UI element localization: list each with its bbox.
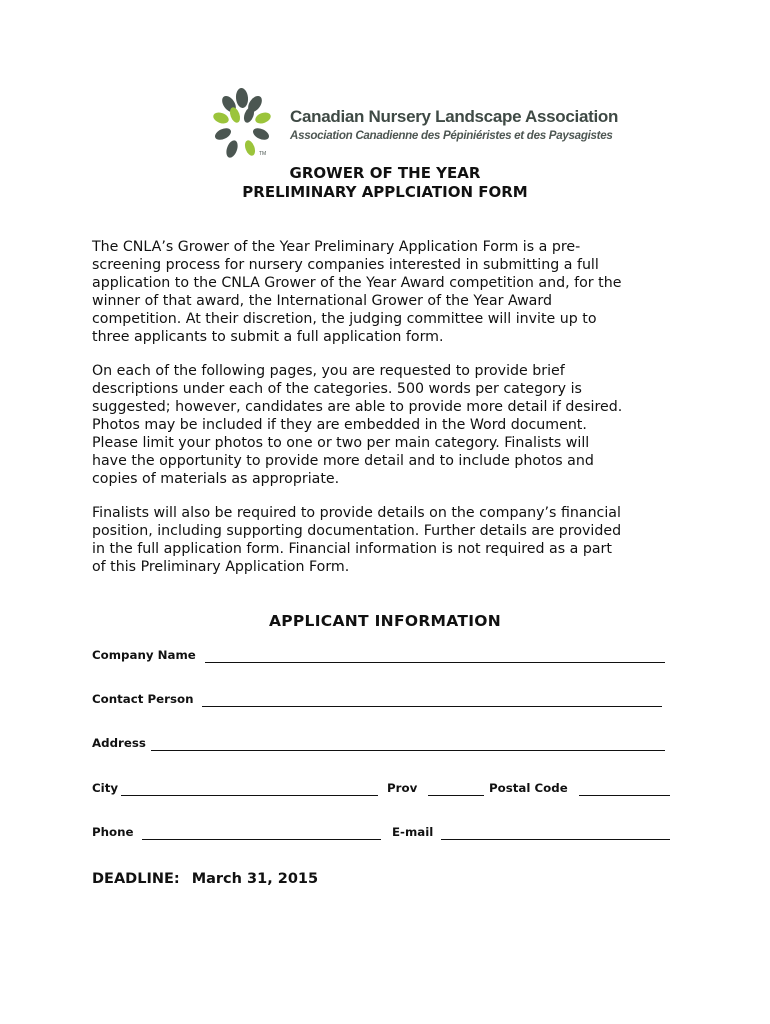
city-field[interactable] bbox=[121, 795, 378, 796]
city-prov-postal-row bbox=[92, 781, 677, 799]
contact-person-row bbox=[92, 692, 672, 710]
paragraph-line: in the full application form. Financial information is not required as a part bbox=[92, 541, 612, 557]
address-label: Address bbox=[92, 736, 146, 750]
form-title-line2: PRELIMINARY APPLCIATION FORM bbox=[242, 183, 528, 201]
company-name-field[interactable] bbox=[205, 662, 665, 663]
paragraph-line: suggested; however, candidates are able to provide more detail if desired. bbox=[92, 399, 623, 415]
deadline-label: DEADLINE: bbox=[92, 871, 180, 887]
paragraph-line: competition. At their discretion, the judging committee will invite up to bbox=[92, 311, 597, 327]
paragraph-line: descriptions under each of the categories. 500 words per category is bbox=[92, 381, 582, 397]
trademark-mark: TM bbox=[259, 151, 267, 157]
paragraph-line: three applicants to submit a full application form. bbox=[92, 329, 444, 345]
leaf-cluster bbox=[212, 88, 272, 160]
paragraph-line: copies of materials as appropriate. bbox=[92, 471, 340, 487]
email-label: E-mail bbox=[392, 825, 434, 839]
intro-paragraph-3 bbox=[92, 504, 692, 576]
postal-code-label: Postal Code bbox=[489, 781, 568, 795]
address-field[interactable] bbox=[151, 750, 665, 751]
address-row bbox=[92, 736, 672, 754]
paragraph-line: position, including supporting documentation. Further details are provided bbox=[92, 523, 622, 539]
paragraph-line: winner of that award, the International Grower of the Year Award bbox=[92, 293, 552, 309]
paragraph-line: application to the CNLA Grower of the Year Award competition and, for the bbox=[92, 275, 622, 291]
paragraph-line: Finalists will also be required to provide details on the company’s financial bbox=[92, 505, 621, 521]
prov-label: Prov bbox=[387, 781, 418, 795]
intro-paragraph-2 bbox=[92, 362, 692, 488]
paragraph-line: Photos may be included if they are embedded in the Word document. bbox=[92, 417, 587, 433]
paragraph-line: have the opportunity to provide more detail and to include photos and bbox=[92, 453, 594, 469]
paragraph-line: of this Preliminary Application Form. bbox=[92, 559, 350, 575]
cnla-logo bbox=[200, 84, 619, 164]
company-name-row bbox=[92, 648, 672, 666]
company-name-label: Company Name bbox=[92, 648, 196, 662]
paragraph-line: Please limit your photos to one or two per main category. Finalists will bbox=[92, 435, 590, 451]
contact-person-label: Contact Person bbox=[92, 692, 194, 706]
deadline bbox=[92, 871, 318, 887]
intro-paragraph-1 bbox=[92, 238, 692, 346]
email-field[interactable] bbox=[441, 839, 670, 840]
paragraph-line: screening process for nursery companies interested in submitting a full bbox=[92, 257, 599, 273]
form-title-line1: GROWER OF THE YEAR bbox=[289, 164, 481, 182]
phone-email-row bbox=[92, 825, 677, 843]
org-name-french: Association Canadienne des Pépiniéristes et des Paysagistes bbox=[290, 129, 613, 142]
phone-label: Phone bbox=[92, 825, 134, 839]
city-label: City bbox=[92, 781, 119, 795]
deadline-date: March 31, 2015 bbox=[191, 871, 319, 887]
paragraph-line: The CNLA’s Grower of the Year Preliminary Application Form is a pre- bbox=[92, 239, 581, 255]
org-name-english: Canadian Nursery Landscape Association bbox=[290, 107, 619, 126]
phone-field[interactable] bbox=[142, 839, 381, 840]
prov-field[interactable] bbox=[428, 795, 484, 796]
postal-code-field[interactable] bbox=[579, 795, 670, 796]
contact-person-field[interactable] bbox=[202, 706, 662, 707]
leaf-tree-icon bbox=[200, 84, 290, 164]
paragraph-line: On each of the following pages, you are requested to provide brief bbox=[92, 363, 565, 379]
applicant-information-heading: APPLICANT INFORMATION bbox=[268, 612, 502, 630]
